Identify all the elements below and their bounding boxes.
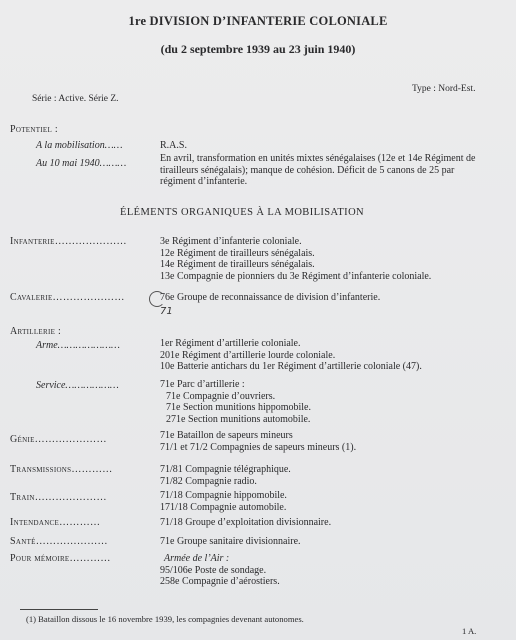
footnote-rule — [20, 609, 98, 610]
text-line: 71e Parc d’artillerie : — [160, 379, 245, 390]
genie-list — [160, 430, 356, 453]
intendance-label: Intendance………… — [10, 517, 101, 528]
arme-label: Arme………………… — [36, 340, 120, 351]
transmissions-label: Transmissions………… — [10, 464, 113, 475]
serie-text: Série : Active. Série Z. — [32, 94, 119, 104]
cavalerie-label: Cavalerie………………… — [10, 292, 125, 303]
page-marker: 1 A. — [462, 626, 477, 636]
text-line: 171/18 Compagnie automobile. — [160, 501, 287, 513]
text-line: 258e Compagnie d’aérostiers. — [160, 576, 280, 587]
transmissions-list — [160, 464, 291, 487]
train-list — [160, 490, 287, 513]
text-line: Armée de l’Air : — [164, 553, 230, 564]
service-label: Service……………… — [36, 380, 119, 391]
text-line: 10e Batterie antichars du 1er Régiment d’artillerie coloniale (47). — [160, 361, 422, 372]
text-line: 1er Régiment d’artillerie coloniale. — [160, 338, 301, 349]
infanterie-label: Infanterie………………… — [10, 236, 127, 247]
text-line: 71/1 et 71/2 Compagnies de sapeurs mineurs (1). — [160, 441, 357, 453]
genie-label: Génie………………… — [10, 434, 107, 445]
intendance-list — [160, 517, 331, 529]
potentiel-mai-text — [160, 153, 475, 188]
text-line: 3e Régiment d’infanterie coloniale. — [160, 236, 302, 247]
text-line: 71e Compagnie d’ouvriers. — [166, 390, 276, 402]
type-text: Type : Nord-Est. — [412, 84, 476, 94]
text-line: 201e Régiment d’artillerie lourde coloniale. — [160, 349, 336, 361]
footnote: (1) Bataillon dissous le 16 novembre 1939, les compagnies devenant autonomes. — [26, 614, 304, 624]
handwritten-note: 71 — [160, 306, 173, 317]
text-line: 13e Compagnie de pionniers du 3e Régiment d’infanterie coloniale. — [160, 270, 432, 282]
text-line: 71e Bataillon de sapeurs mineurs — [160, 430, 293, 441]
text-line: En avril, transformation en unités mixtes sénégalaises (12e et 14e Régiment de — [160, 153, 476, 164]
text-line: 71/18 Groupe d’exploitation divisionnaire. — [160, 517, 332, 528]
text-line: 12e Régiment de tirailleurs sénégalais. — [160, 247, 315, 259]
potentiel-heading: Potentiel : — [10, 124, 58, 135]
text-line: 71/81 Compagnie télégraphique. — [160, 464, 291, 475]
text-line: 271e Section munitions automobile. — [166, 413, 311, 425]
text-line: 95/106e Poste de sondage. — [160, 564, 267, 576]
page-subtitle: (du 2 septembre 1939 au 23 juin 1940) — [160, 42, 356, 56]
page-title: 1re DIVISION D’INFANTERIE COLONIALE — [128, 14, 388, 28]
text-line: 71e Groupe sanitaire divisionnaire. — [160, 536, 301, 547]
infanterie-list — [160, 236, 431, 282]
sante-list — [160, 536, 301, 548]
memoire-list — [160, 553, 280, 588]
text-line: R.A.S. — [160, 140, 187, 151]
service-list — [160, 379, 311, 425]
potentiel-mobilisation-text — [160, 140, 187, 152]
text-line: 71/82 Compagnie radio. — [160, 475, 257, 487]
text-line: 14e Régiment de tirailleurs sénégalais. — [160, 259, 315, 270]
text-line: régiment d’infanterie. — [160, 176, 248, 187]
potentiel-mobilisation-label: A la mobilisation…… — [36, 140, 123, 151]
text-line: 71/18 Compagnie hippomobile. — [160, 490, 287, 501]
section-heading: ÉLÉMENTS ORGANIQUES À LA MOBILISATION — [120, 207, 365, 218]
memoire-label: Pour mémoire………… — [10, 553, 111, 564]
arme-list — [160, 338, 422, 373]
artillerie-label: Artillerie : — [10, 326, 62, 337]
text-line: 71e Section munitions hippomobile. — [166, 402, 311, 413]
potentiel-mai-label: Au 10 mai 1940……… — [36, 158, 127, 169]
sante-label: Santé………………… — [10, 536, 108, 547]
train-label: Train………………… — [10, 492, 107, 503]
text-line: tirailleurs sénégalais); manque de cohésion. Déficit de 5 canons de 25 par — [160, 164, 455, 176]
cavalerie-list — [160, 292, 380, 304]
text-line: 76e Groupe de reconnaissance de division d’infanterie. — [160, 292, 381, 303]
